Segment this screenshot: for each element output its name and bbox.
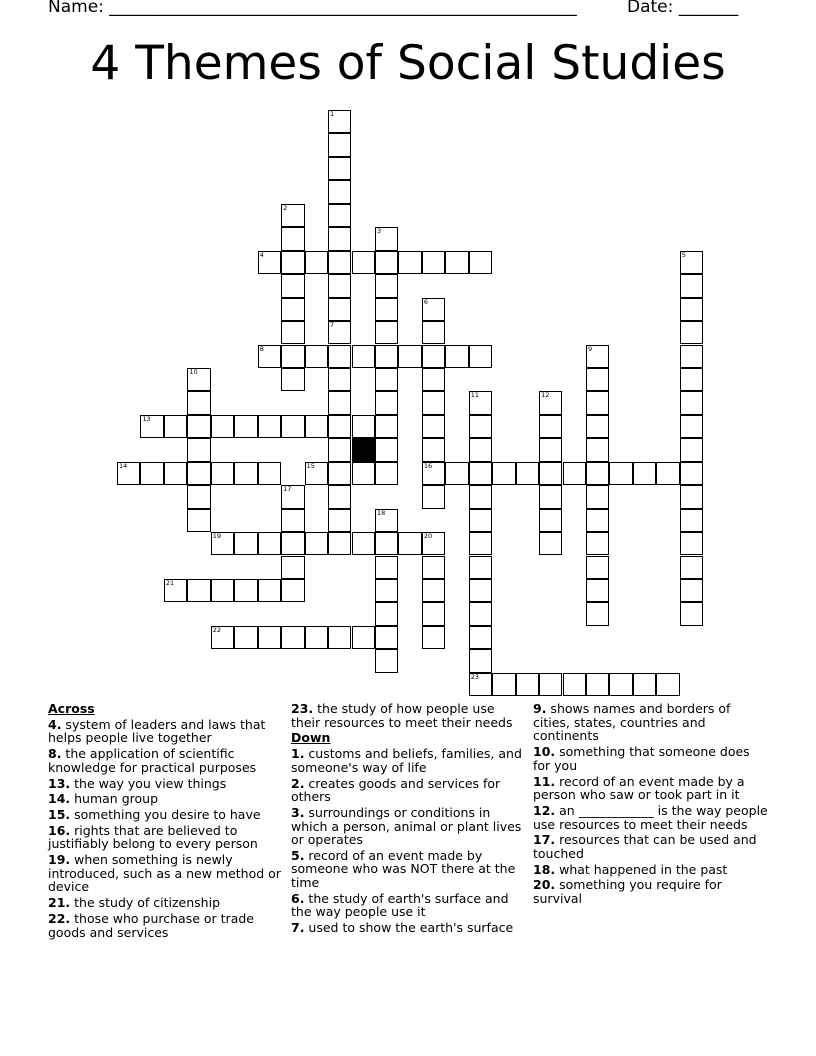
grid-cell[interactable] xyxy=(258,626,281,649)
grid-cell[interactable] xyxy=(469,345,492,368)
clue-number: 20 xyxy=(423,532,433,541)
clue-text: the study of how people use their resources to meet their needs xyxy=(291,701,513,730)
grid-cell[interactable] xyxy=(281,321,304,344)
grid-cell[interactable] xyxy=(328,110,351,133)
page-title: 4 Themes of Social Studies xyxy=(90,36,726,91)
grid-cell[interactable] xyxy=(633,462,656,485)
grid-cell[interactable] xyxy=(586,462,609,485)
grid-cell[interactable] xyxy=(469,438,492,461)
grid-cell[interactable] xyxy=(187,438,210,461)
grid-cell[interactable] xyxy=(164,579,187,602)
grid-cell[interactable] xyxy=(234,415,257,438)
grid-cell[interactable] xyxy=(352,532,375,555)
grid-cell[interactable] xyxy=(375,274,398,297)
grid-cell[interactable] xyxy=(305,415,328,438)
grid-cell[interactable] xyxy=(586,556,609,579)
clue-number-label: 21. xyxy=(48,895,71,911)
grid-cell[interactable] xyxy=(375,391,398,414)
grid-cell[interactable] xyxy=(187,368,210,391)
grid-cell[interactable] xyxy=(469,532,492,555)
date-label: Date: xyxy=(627,0,674,17)
grid-cell[interactable] xyxy=(422,462,445,485)
grid-cell[interactable] xyxy=(375,368,398,391)
grid-cell[interactable] xyxy=(352,462,375,485)
clue-text: the way you view things xyxy=(70,775,227,791)
grid-cell[interactable] xyxy=(211,532,234,555)
clue-number-label: 5. xyxy=(291,847,305,863)
grid-cell[interactable] xyxy=(281,532,304,555)
grid-cell[interactable] xyxy=(375,626,398,649)
grid-cell[interactable] xyxy=(586,368,609,391)
grid-cell[interactable] xyxy=(445,345,468,368)
grid-cell[interactable] xyxy=(234,626,257,649)
grid-cell[interactable] xyxy=(422,391,445,414)
clue-text: record of an event made by someone who was NOT there at the time xyxy=(291,847,516,891)
grid-cell[interactable] xyxy=(281,626,304,649)
grid-cell[interactable] xyxy=(328,626,351,649)
clue-text: customs and beliefs, families, and someone's way of life xyxy=(291,746,522,775)
grid-cell[interactable] xyxy=(328,133,351,156)
grid-cell[interactable] xyxy=(352,251,375,274)
grid-cell[interactable] xyxy=(375,415,398,438)
grid-cell[interactable] xyxy=(469,509,492,532)
grid-cell[interactable] xyxy=(281,579,304,602)
clue-text: what happened in the past xyxy=(555,861,728,877)
clue-number: 22 xyxy=(212,625,222,634)
clue-number: 1 xyxy=(330,110,335,118)
clue-number: 9 xyxy=(588,344,593,353)
grid-cell[interactable] xyxy=(680,509,703,532)
grid-cell[interactable] xyxy=(422,626,445,649)
grid-cell[interactable] xyxy=(422,556,445,579)
grid-cell[interactable] xyxy=(609,462,632,485)
grid-cell[interactable] xyxy=(445,251,468,274)
grid-cell[interactable] xyxy=(422,602,445,625)
grid-cell[interactable] xyxy=(469,391,492,414)
clue-item xyxy=(533,702,769,743)
clue-number-label: 20. xyxy=(533,877,556,893)
grid-cell[interactable] xyxy=(586,579,609,602)
clue-number-label: 17. xyxy=(533,832,556,848)
grid-cell[interactable] xyxy=(586,391,609,414)
grid-cell[interactable] xyxy=(117,462,140,485)
clue-item xyxy=(533,833,769,860)
grid-cell[interactable] xyxy=(305,532,328,555)
grid-cell[interactable] xyxy=(328,368,351,391)
clue-number: 5 xyxy=(681,250,686,259)
clue-number-label: 12. xyxy=(533,802,556,818)
grid-cell[interactable] xyxy=(586,602,609,625)
clue-number-label: 7. xyxy=(291,920,305,936)
clue-number: 7 xyxy=(330,321,335,330)
grid-cell[interactable] xyxy=(375,579,398,602)
grid-cell[interactable] xyxy=(586,485,609,508)
clue-item xyxy=(291,806,527,847)
grid-cell[interactable] xyxy=(680,274,703,297)
clue-text: those who purchase or trade goods and services xyxy=(48,911,254,940)
grid-cell[interactable] xyxy=(469,579,492,602)
grid-cell[interactable] xyxy=(234,532,257,555)
grid-cell[interactable] xyxy=(586,345,609,368)
grid-cell[interactable] xyxy=(680,579,703,602)
grid-cell[interactable] xyxy=(680,298,703,321)
clue-number: 14 xyxy=(119,461,128,470)
name-line[interactable]: _______________________________________________________ xyxy=(109,0,577,17)
date-line[interactable]: _______ xyxy=(678,0,739,17)
grid-cell[interactable] xyxy=(469,251,492,274)
grid-cell[interactable] xyxy=(328,157,351,180)
clue-number-label: 16. xyxy=(48,822,71,838)
clue-number-label: 18. xyxy=(533,861,556,877)
grid-cell[interactable] xyxy=(656,673,679,696)
clue-item xyxy=(533,775,769,802)
grid-cell[interactable] xyxy=(422,368,445,391)
grid-cell[interactable] xyxy=(328,298,351,321)
clue-text: something you require for survival xyxy=(533,877,722,907)
clue-item xyxy=(48,777,284,791)
grid-cell[interactable] xyxy=(258,462,281,485)
grid-cell[interactable] xyxy=(445,462,468,485)
grid-cell[interactable] xyxy=(328,391,351,414)
clue-text: when something is newly introduced, such as a new method or device xyxy=(48,852,281,895)
clue-item xyxy=(291,921,527,935)
grid-cell[interactable] xyxy=(234,579,257,602)
grid-cell[interactable] xyxy=(422,438,445,461)
clue-number-label: 14. xyxy=(48,791,71,807)
grid-cell[interactable] xyxy=(422,485,445,508)
clue-number: 15 xyxy=(306,461,315,470)
clue-number-label: 10. xyxy=(533,744,556,760)
clue-text: something you desire to have xyxy=(70,807,261,823)
clue-item xyxy=(533,863,769,877)
grid-cell[interactable] xyxy=(422,251,445,274)
grid-cell[interactable] xyxy=(281,556,304,579)
grid-cell[interactable] xyxy=(352,626,375,649)
clue-item xyxy=(48,792,284,806)
grid-cell[interactable] xyxy=(469,626,492,649)
grid-cell[interactable] xyxy=(258,251,281,274)
grid-cell[interactable] xyxy=(469,649,492,672)
clue-item xyxy=(48,808,284,822)
clue-number-label: 11. xyxy=(533,773,556,789)
grid-cell[interactable] xyxy=(328,485,351,508)
grid-cell[interactable] xyxy=(375,321,398,344)
black-square xyxy=(352,438,375,461)
grid-cell[interactable] xyxy=(469,415,492,438)
grid-cell[interactable] xyxy=(680,391,703,414)
grid-cell[interactable] xyxy=(281,274,304,297)
grid-cell[interactable] xyxy=(164,415,187,438)
clue-number: 13 xyxy=(142,414,151,423)
grid-cell[interactable] xyxy=(539,391,562,414)
grid-cell[interactable] xyxy=(375,602,398,625)
grid-cell[interactable] xyxy=(328,415,351,438)
grid-cell[interactable] xyxy=(680,251,703,274)
grid-cell[interactable] xyxy=(609,673,632,696)
clue-number-label: 2. xyxy=(291,775,305,791)
clue-item xyxy=(291,849,527,890)
clue-item xyxy=(533,745,769,772)
clue-number-label: 13. xyxy=(48,775,71,791)
grid-cell[interactable] xyxy=(281,298,304,321)
clue-item xyxy=(291,892,527,919)
down-heading: Down xyxy=(291,730,331,746)
grid-cell[interactable] xyxy=(375,462,398,485)
clue-text: rights that are believed to justifiably belong to every person xyxy=(48,822,258,852)
grid-cell[interactable] xyxy=(469,556,492,579)
clue-number: 6 xyxy=(423,297,428,306)
clue-item xyxy=(291,777,527,804)
clue-number: 16 xyxy=(423,461,433,470)
grid-cell[interactable] xyxy=(187,415,210,438)
clue-number-label: 19. xyxy=(48,852,71,868)
grid-cell[interactable] xyxy=(258,579,281,602)
grid-cell[interactable] xyxy=(328,204,351,227)
grid-cell[interactable] xyxy=(422,532,445,555)
grid-cell[interactable] xyxy=(539,509,562,532)
clue-item xyxy=(533,878,769,905)
grid-cell[interactable] xyxy=(375,649,398,672)
clue-item xyxy=(48,896,284,910)
grid-cell[interactable] xyxy=(140,462,163,485)
grid-cell[interactable] xyxy=(375,227,398,250)
grid-cell[interactable] xyxy=(375,438,398,461)
grid-cell[interactable] xyxy=(258,415,281,438)
grid-cell[interactable] xyxy=(398,345,421,368)
grid-cell[interactable] xyxy=(305,345,328,368)
grid-cell[interactable] xyxy=(281,485,304,508)
grid-cell[interactable] xyxy=(680,602,703,625)
across-heading: Across xyxy=(48,701,95,716)
grid-cell[interactable] xyxy=(305,462,328,485)
grid-cell[interactable] xyxy=(492,673,515,696)
clue-text: resources that can be used and touched xyxy=(533,832,757,861)
grid-cell[interactable] xyxy=(375,509,398,532)
name-label: Name: xyxy=(48,0,104,17)
grid-cell[interactable] xyxy=(492,462,515,485)
grid-cell[interactable] xyxy=(305,626,328,649)
grid-cell[interactable] xyxy=(375,251,398,274)
grid-cell[interactable] xyxy=(187,485,210,508)
grid-cell[interactable] xyxy=(422,321,445,344)
clue-number-label: 6. xyxy=(291,890,305,906)
grid-cell[interactable] xyxy=(586,415,609,438)
grid-cell[interactable] xyxy=(258,345,281,368)
clue-number-label: 22. xyxy=(48,911,71,926)
clue-number-label: 3. xyxy=(291,804,305,820)
clue-item xyxy=(291,702,527,729)
grid-cell[interactable] xyxy=(140,415,163,438)
grid-cell[interactable] xyxy=(469,485,492,508)
grid-cell[interactable] xyxy=(586,532,609,555)
grid-cell[interactable] xyxy=(281,368,304,391)
clue-item xyxy=(48,747,284,774)
grid-cell[interactable] xyxy=(328,180,351,203)
grid-cell[interactable] xyxy=(680,485,703,508)
clue-number-label: 1. xyxy=(291,746,305,762)
grid-cell[interactable] xyxy=(422,298,445,321)
grid-cell[interactable] xyxy=(680,438,703,461)
clue-text: the application of scientific knowledge for practical purposes xyxy=(48,746,257,775)
grid-cell[interactable] xyxy=(328,251,351,274)
grid-cell[interactable] xyxy=(398,532,421,555)
clue-number-label: 23. xyxy=(291,701,314,717)
clue-number: 12 xyxy=(541,391,550,400)
grid-cell[interactable] xyxy=(328,345,351,368)
grid-cell[interactable] xyxy=(680,556,703,579)
grid-cell[interactable] xyxy=(422,345,445,368)
clue-number-label: 9. xyxy=(533,701,547,717)
clue-number: 18 xyxy=(376,508,386,517)
grid-cell[interactable] xyxy=(586,509,609,532)
grid-cell[interactable] xyxy=(352,345,375,368)
grid-cell[interactable] xyxy=(680,321,703,344)
clues-column-1 xyxy=(48,700,284,939)
grid-cell[interactable] xyxy=(328,227,351,250)
grid-cell[interactable] xyxy=(281,509,304,532)
grid-cell[interactable] xyxy=(211,462,234,485)
clue-number: 17 xyxy=(283,485,292,494)
grid-cell[interactable] xyxy=(352,415,375,438)
grid-cell[interactable] xyxy=(211,415,234,438)
grid-cell[interactable] xyxy=(586,673,609,696)
clue-number: 8 xyxy=(259,344,264,353)
grid-cell[interactable] xyxy=(398,251,421,274)
grid-cell[interactable] xyxy=(258,532,281,555)
clue-text: an ____________ is the way people use resources to meet their needs xyxy=(533,802,768,832)
clue-text: human group xyxy=(70,791,159,807)
clue-text: shows names and borders of cities, states, countries and continents xyxy=(533,701,731,744)
grid-cell[interactable] xyxy=(516,462,539,485)
grid-cell[interactable] xyxy=(328,274,351,297)
clue-text: system of leaders and laws that helps people live together xyxy=(48,716,266,746)
grid-cell[interactable] xyxy=(586,438,609,461)
grid-cell[interactable] xyxy=(680,345,703,368)
grid-cell[interactable] xyxy=(328,462,351,485)
grid-cell[interactable] xyxy=(281,227,304,250)
clue-number: 19 xyxy=(212,532,222,541)
grid-cell[interactable] xyxy=(680,462,703,485)
clue-number: 2 xyxy=(283,203,288,212)
grid-cell[interactable] xyxy=(422,579,445,602)
clue-number: 10 xyxy=(189,367,198,376)
grid-cell[interactable] xyxy=(305,251,328,274)
grid-cell[interactable] xyxy=(328,438,351,461)
clue-text: record of an event made by a person who saw or took part in it xyxy=(533,773,745,803)
grid-cell[interactable] xyxy=(187,462,210,485)
clue-number: 23 xyxy=(470,672,480,681)
clue-text: something that someone does for you xyxy=(533,744,750,773)
grid-cell[interactable] xyxy=(469,462,492,485)
clue-number: 11 xyxy=(470,391,480,400)
clues-column-3 xyxy=(533,700,769,906)
grid-cell[interactable] xyxy=(328,509,351,532)
grid-cell[interactable] xyxy=(281,345,304,368)
grid-cell[interactable] xyxy=(516,673,539,696)
grid-cell[interactable] xyxy=(680,368,703,391)
grid-cell[interactable] xyxy=(539,485,562,508)
clues-column-2 xyxy=(291,700,527,935)
grid-cell[interactable] xyxy=(281,415,304,438)
grid-cell[interactable] xyxy=(328,532,351,555)
grid-cell[interactable] xyxy=(539,673,562,696)
grid-cell[interactable] xyxy=(187,579,210,602)
clue-text: surroundings or conditions in which a person, animal or plant lives or operates xyxy=(291,804,522,848)
grid-cell[interactable] xyxy=(375,556,398,579)
grid-cell[interactable] xyxy=(539,438,562,461)
grid-cell[interactable] xyxy=(539,462,562,485)
clue-number: 3 xyxy=(376,227,382,236)
grid-cell[interactable] xyxy=(539,532,562,555)
clue-item xyxy=(48,853,284,894)
clue-number-label: 4. xyxy=(48,716,62,732)
clue-item xyxy=(291,747,527,774)
clue-text: the study of citizenship xyxy=(70,895,221,911)
grid-cell[interactable] xyxy=(375,532,398,555)
clue-item xyxy=(48,912,284,939)
clue-item xyxy=(533,804,769,831)
grid-cell[interactable] xyxy=(422,415,445,438)
grid-cell[interactable] xyxy=(281,251,304,274)
grid-cell[interactable] xyxy=(539,415,562,438)
grid-cell[interactable] xyxy=(234,462,257,485)
clue-item xyxy=(48,718,284,745)
grid-cell[interactable] xyxy=(563,462,586,485)
grid-cell[interactable] xyxy=(656,462,679,485)
clue-text: used to show the earth's surface xyxy=(304,920,514,936)
grid-cell[interactable] xyxy=(187,391,210,414)
clue-text: the study of earth's surface and the way people use it xyxy=(291,890,509,920)
grid-cell[interactable] xyxy=(633,673,656,696)
grid-cell[interactable] xyxy=(164,462,187,485)
grid-cell[interactable] xyxy=(375,298,398,321)
clue-number: 4 xyxy=(259,250,264,259)
grid-cell[interactable] xyxy=(469,602,492,625)
grid-cell[interactable] xyxy=(680,532,703,555)
grid-cell[interactable] xyxy=(469,673,492,696)
clue-number-label: 15. xyxy=(48,807,71,823)
grid-cell[interactable] xyxy=(281,204,304,227)
grid-cell[interactable] xyxy=(211,579,234,602)
clue-item xyxy=(48,824,284,851)
grid-cell[interactable] xyxy=(187,509,210,532)
grid-cell[interactable] xyxy=(328,321,351,344)
grid-cell[interactable] xyxy=(680,415,703,438)
clue-text: creates goods and services for others xyxy=(291,775,501,805)
clue-number: 21 xyxy=(165,579,175,587)
grid-cell[interactable] xyxy=(563,673,586,696)
clue-number-label: 8. xyxy=(48,746,62,762)
grid-cell[interactable] xyxy=(375,345,398,368)
grid-cell[interactable] xyxy=(211,626,234,649)
